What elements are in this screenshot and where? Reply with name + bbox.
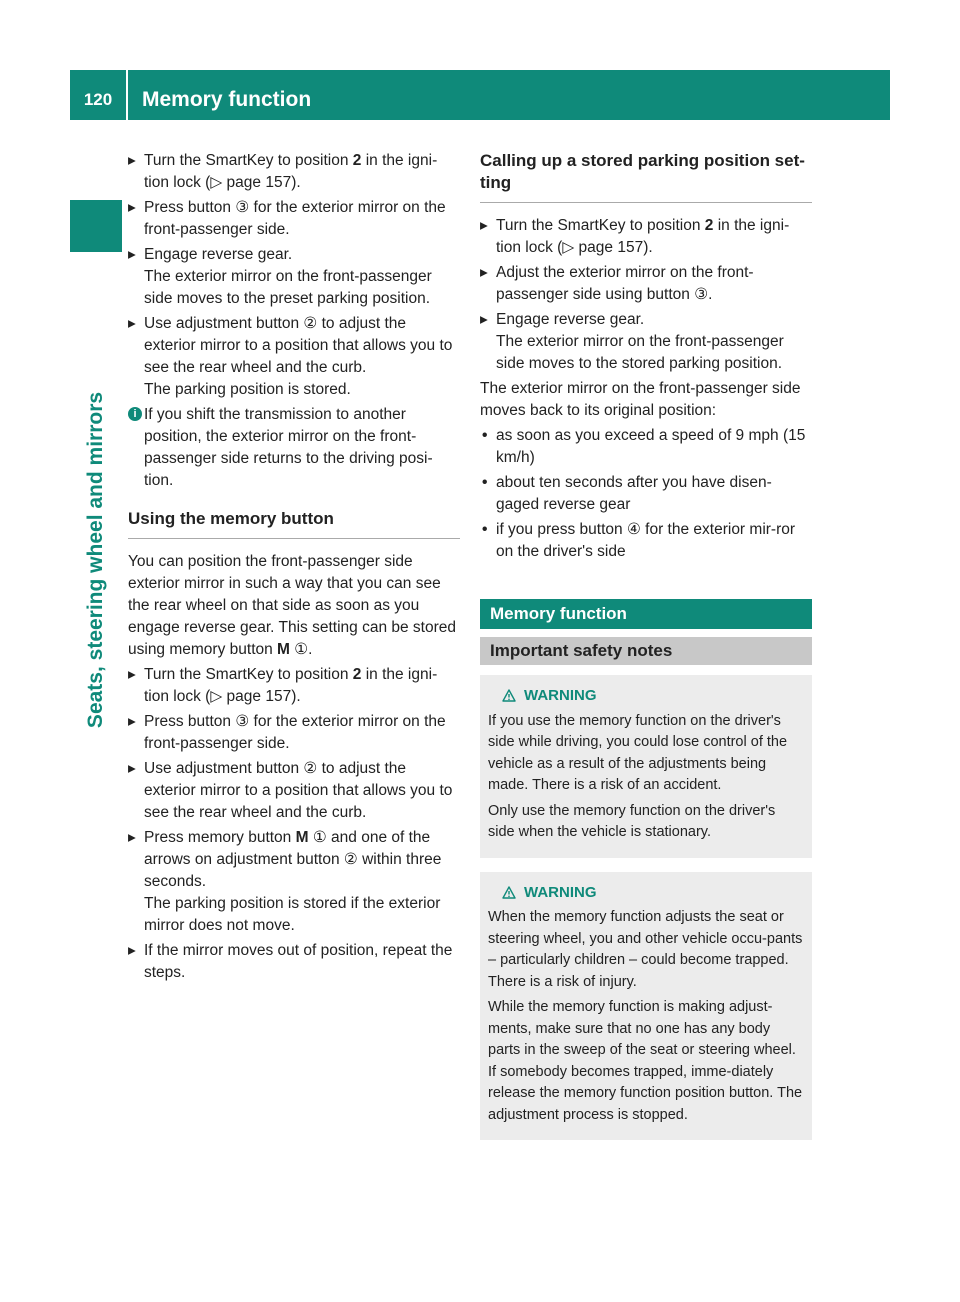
step-result: The exterior mirror on the front-passenger side moves to the stored parking position. <box>496 333 784 372</box>
warning-triangle-icon <box>502 689 516 702</box>
warning-box <box>480 675 812 858</box>
instruction-step: ▸ Engage reverse gear. The exterior mirror on the front-passenger side moves to the preset parking position. <box>128 244 460 310</box>
subsection-bar: Important safety notes <box>480 637 812 665</box>
instruction-step: ▸ Adjust the exterior mirror on the front-passenger side using button ③. <box>480 262 812 306</box>
instruction-step: ▸ Turn the SmartKey to position 2 in the igni-tion lock (▷ page 157). <box>128 150 460 194</box>
instruction-step: ▸ Engage reverse gear. The exterior mirror on the front-passenger side moves to the stored parking position. <box>480 309 812 375</box>
instruction-step: ▸ Press button ③ for the exterior mirror on the front-passenger side. <box>128 711 460 755</box>
instruction-step: ▸ Turn the SmartKey to position 2 in the igni-tion lock (▷ page 157). <box>128 664 460 708</box>
list-item: • as soon as you exceed a speed of 9 mph (15 km/h) <box>480 425 812 469</box>
right-column <box>480 150 812 1140</box>
paragraph: The exterior mirror on the front-passenger side moves back to its original position: <box>480 380 801 419</box>
instruction-step: ▸ If the mirror moves out of position, repeat the steps. <box>128 940 460 984</box>
section-heading: Calling up a stored parking position set-ting <box>480 150 812 203</box>
page-title: Memory function <box>142 88 312 111</box>
warning-triangle-icon <box>502 886 516 899</box>
step-result: The parking position is stored. <box>144 381 351 398</box>
chapter-tab <box>70 200 122 252</box>
step-result: The exterior mirror on the front-passenger side moves to the preset parking position. <box>144 268 432 307</box>
warning-text: While the memory function is making adjust-ments, make sure that no one has any body parts in the sweep of the seat or steering wheel. If somebody becomes trapped, imme-diately release the memory function position button. The adjustment process is stopped. <box>488 999 803 1123</box>
warning-text: Only use the memory function on the driver's side when the vehicle is stationary. <box>488 802 776 840</box>
instruction-step: ▸ Turn the SmartKey to position 2 in the igni-tion lock (▷ page 157). <box>480 215 812 259</box>
info-note: i If you shift the transmission to another position, the exterior mirror on the front-passenger side returns to the driving posi-tion. <box>128 404 460 492</box>
instruction-step: ▸ Press button ③ for the exterior mirror on the front-passenger side. <box>128 197 460 241</box>
step-result: The parking position is stored if the exterior mirror does not move. <box>144 895 441 934</box>
instruction-step: ▸ Use adjustment button ② to adjust the exterior mirror to a position that allows you to see the rear wheel and the curb. The parking position is stored. <box>128 313 460 401</box>
instruction-step: ▸ Use adjustment button ② to adjust the exterior mirror to a position that allows you to see the rear wheel and the curb. <box>128 758 460 824</box>
paragraph: You can position the front-passenger side exterior mirror in such a way that you can see the rear wheel on that side as soon as you engage reverse gear. This setting can be stored using memory button M ①. <box>128 553 457 658</box>
warning-heading: WARNING <box>502 685 804 707</box>
warning-box <box>480 872 812 1141</box>
list-item: • if you press button ④ for the exterior mir-ror on the driver's side <box>480 519 812 563</box>
header-divider <box>126 70 128 120</box>
warning-text: If you use the memory function on the driver's side while driving, you could lose control of the vehicle as a result of the adjustments being made. There is a risk of an accident. <box>488 712 788 793</box>
left-column <box>128 150 460 987</box>
page-number: 120 <box>83 90 113 109</box>
instruction-step: ▸ Press memory button M ① and one of the arrows on adjustment button ② within three seconds. The parking position is stored if the exterior mirror does not move. <box>128 827 460 937</box>
warning-text: When the memory function adjusts the seat or steering wheel, you and other vehicle occu-pants – particularly children – could become trapped. There is a risk of injury. <box>488 909 803 990</box>
info-icon: i <box>128 407 142 421</box>
chapter-label: Seats, steering wheel and mirrors <box>84 391 107 729</box>
list-item: • about ten seconds after you have disen-gaged reverse gear <box>480 472 812 516</box>
section-heading: Using the memory button <box>128 508 460 539</box>
section-bar: Memory function <box>480 599 812 629</box>
warning-heading: WARNING <box>502 882 804 904</box>
